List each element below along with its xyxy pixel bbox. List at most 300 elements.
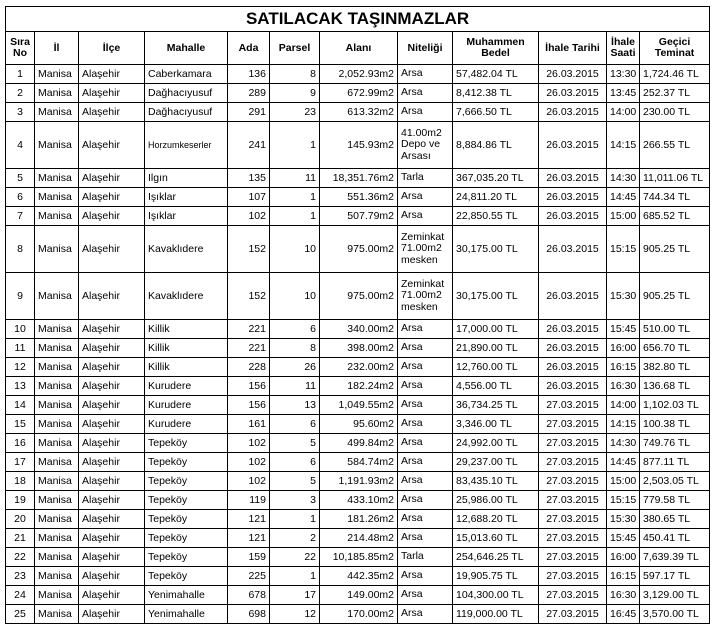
cell-mahalle: Tepeköy	[145, 510, 228, 529]
cell-ada: 291	[228, 103, 270, 122]
cell-ihale-saati: 13:30	[607, 65, 640, 84]
cell-ada: 225	[228, 567, 270, 586]
table-row	[6, 226, 710, 273]
cell-muhammen-bedel: 22,850.55 TL	[453, 207, 539, 226]
cell-gecici-teminat: 2,503.05 TL	[640, 472, 710, 491]
cell-muhammen-bedel: 104,300.00 TL	[453, 586, 539, 605]
cell-muhammen-bedel: 367,035.20 TL	[453, 169, 539, 188]
cell-parsel: 2	[270, 529, 320, 548]
cell-muhammen-bedel: 19,905.75 TL	[453, 567, 539, 586]
cell-ada: 161	[228, 415, 270, 434]
table-row	[6, 548, 710, 567]
cell-niteligi: Tarla	[398, 548, 453, 567]
cell-gecici-teminat: 3,570.00 TL	[640, 605, 710, 624]
cell-ihale-tarihi: 27.03.2015	[539, 472, 607, 491]
cell-mahalle: Işıklar	[145, 188, 228, 207]
table-row	[6, 396, 710, 415]
cell-gecici-teminat: 685.52 TL	[640, 207, 710, 226]
cell-sira-no: 19	[6, 491, 35, 510]
table-row	[6, 529, 710, 548]
cell-mahalle: Tepeköy	[145, 529, 228, 548]
cell-niteligi: Arsa	[398, 586, 453, 605]
cell-sira-no: 25	[6, 605, 35, 624]
cell-mahalle: Kavaklıdere	[145, 226, 228, 273]
cell-sira-no: 20	[6, 510, 35, 529]
header-gecici-teminat: Geçici Teminat	[640, 32, 710, 65]
cell-ada: 241	[228, 122, 270, 169]
cell-gecici-teminat: 597.17 TL	[640, 567, 710, 586]
cell-parsel: 1	[270, 207, 320, 226]
cell-mahalle: Tepeköy	[145, 472, 228, 491]
cell-muhammen-bedel: 17,000.00 TL	[453, 320, 539, 339]
cell-gecici-teminat: 877.11 TL	[640, 453, 710, 472]
cell-muhammen-bedel: 12,760.00 TL	[453, 358, 539, 377]
cell-ada: 698	[228, 605, 270, 624]
cell-mahalle: Yenimahalle	[145, 586, 228, 605]
cell-niteligi: Arsa	[398, 491, 453, 510]
cell-il: Manisa	[35, 188, 79, 207]
cell-muhammen-bedel: 30,175.00 TL	[453, 226, 539, 273]
cell-ihale-saati: 14:15	[607, 415, 640, 434]
cell-ihale-tarihi: 27.03.2015	[539, 529, 607, 548]
cell-alani: 551.36m2	[320, 188, 398, 207]
cell-parsel: 12	[270, 605, 320, 624]
header-ihale-saati: İhale Saati	[607, 32, 640, 65]
cell-parsel: 1	[270, 188, 320, 207]
cell-ada: 156	[228, 396, 270, 415]
header-ihale-tarihi: İhale Tarihi	[539, 32, 607, 65]
cell-gecici-teminat: 252.37 TL	[640, 84, 710, 103]
cell-ilce: Alaşehir	[79, 273, 145, 320]
cell-sira-no: 1	[6, 65, 35, 84]
cell-sira-no: 6	[6, 188, 35, 207]
cell-il: Manisa	[35, 103, 79, 122]
cell-ihale-saati: 15:15	[607, 226, 640, 273]
cell-niteligi: Arsa	[398, 453, 453, 472]
cell-mahalle: Caberkamara	[145, 65, 228, 84]
cell-sira-no: 14	[6, 396, 35, 415]
cell-ihale-saati: 14:00	[607, 103, 640, 122]
cell-ilce: Alaşehir	[79, 122, 145, 169]
cell-gecici-teminat: 450.41 TL	[640, 529, 710, 548]
header-muhammen-bedel: Muhammen Bedel	[453, 32, 539, 65]
cell-ihale-tarihi: 26.03.2015	[539, 207, 607, 226]
cell-niteligi: Arsa	[398, 377, 453, 396]
cell-sira-no: 23	[6, 567, 35, 586]
cell-alani: 181.26m2	[320, 510, 398, 529]
cell-parsel: 1	[270, 567, 320, 586]
cell-mahalle: Dağhacıyusuf	[145, 84, 228, 103]
cell-muhammen-bedel: 25,986.00 TL	[453, 491, 539, 510]
table-row	[6, 122, 710, 169]
cell-parsel: 8	[270, 65, 320, 84]
cell-ilce: Alaşehir	[79, 188, 145, 207]
table-row	[6, 491, 710, 510]
cell-il: Manisa	[35, 586, 79, 605]
cell-sira-no: 16	[6, 434, 35, 453]
cell-sira-no: 17	[6, 453, 35, 472]
cell-gecici-teminat: 510.00 TL	[640, 320, 710, 339]
cell-ihale-saati: 13:45	[607, 84, 640, 103]
cell-sira-no: 15	[6, 415, 35, 434]
cell-alani: 182.24m2	[320, 377, 398, 396]
cell-ihale-tarihi: 26.03.2015	[539, 273, 607, 320]
cell-gecici-teminat: 656.70 TL	[640, 339, 710, 358]
cell-muhammen-bedel: 24,811.20 TL	[453, 188, 539, 207]
cell-niteligi: Arsa	[398, 65, 453, 84]
cell-il: Manisa	[35, 358, 79, 377]
table-row	[6, 605, 710, 624]
cell-mahalle: Horzumkeserler	[145, 122, 228, 169]
cell-sira-no: 24	[6, 586, 35, 605]
header-mahalle: Mahalle	[145, 32, 228, 65]
cell-ada: 107	[228, 188, 270, 207]
cell-sira-no: 5	[6, 169, 35, 188]
table-row	[6, 472, 710, 491]
cell-parsel: 11	[270, 169, 320, 188]
cell-niteligi: Arsa	[398, 207, 453, 226]
cell-muhammen-bedel: 119,000.00 TL	[453, 605, 539, 624]
cell-gecici-teminat: 744.34 TL	[640, 188, 710, 207]
cell-ilce: Alaşehir	[79, 453, 145, 472]
cell-parsel: 1	[270, 122, 320, 169]
cell-gecici-teminat: 382.80 TL	[640, 358, 710, 377]
cell-alani: 1,049.55m2	[320, 396, 398, 415]
table-row	[6, 358, 710, 377]
cell-ihale-saati: 16:45	[607, 605, 640, 624]
cell-ilce: Alaşehir	[79, 84, 145, 103]
cell-alani: 613.32m2	[320, 103, 398, 122]
cell-parsel: 13	[270, 396, 320, 415]
cell-ihale-tarihi: 27.03.2015	[539, 586, 607, 605]
cell-niteligi: Arsa	[398, 339, 453, 358]
cell-sira-no: 11	[6, 339, 35, 358]
table-row	[6, 586, 710, 605]
cell-niteligi: Arsa	[398, 84, 453, 103]
cell-mahalle: Tepeköy	[145, 567, 228, 586]
cell-mahalle: Işıklar	[145, 207, 228, 226]
cell-alani: 149.00m2	[320, 586, 398, 605]
cell-il: Manisa	[35, 434, 79, 453]
cell-mahalle: Kavaklıdere	[145, 273, 228, 320]
cell-ihale-saati: 14:45	[607, 188, 640, 207]
cell-ada: 289	[228, 84, 270, 103]
cell-gecici-teminat: 1,102.03 TL	[640, 396, 710, 415]
cell-niteligi: Tarla	[398, 169, 453, 188]
cell-il: Manisa	[35, 548, 79, 567]
cell-gecici-teminat: 7,639.39 TL	[640, 548, 710, 567]
cell-gecici-teminat: 11,011.06 TL	[640, 169, 710, 188]
cell-muhammen-bedel: 254,646.25 TL	[453, 548, 539, 567]
cell-gecici-teminat: 380.65 TL	[640, 510, 710, 529]
cell-sira-no: 8	[6, 226, 35, 273]
cell-ilce: Alaşehir	[79, 605, 145, 624]
cell-muhammen-bedel: 3,346.00 TL	[453, 415, 539, 434]
cell-gecici-teminat: 905.25 TL	[640, 273, 710, 320]
cell-il: Manisa	[35, 567, 79, 586]
cell-ilce: Alaşehir	[79, 396, 145, 415]
table-row	[6, 320, 710, 339]
cell-parsel: 26	[270, 358, 320, 377]
table-row	[6, 567, 710, 586]
cell-muhammen-bedel: 4,556.00 TL	[453, 377, 539, 396]
cell-ihale-saati: 16:15	[607, 567, 640, 586]
cell-gecici-teminat: 136.68 TL	[640, 377, 710, 396]
cell-ilce: Alaşehir	[79, 415, 145, 434]
cell-ilce: Alaşehir	[79, 510, 145, 529]
table-body	[6, 65, 710, 624]
cell-niteligi: Arsa	[398, 510, 453, 529]
cell-ada: 678	[228, 586, 270, 605]
cell-il: Manisa	[35, 472, 79, 491]
cell-alani: 672.99m2	[320, 84, 398, 103]
cell-alani: 499.84m2	[320, 434, 398, 453]
cell-niteligi: Zeminkat 71.00m2 mesken	[398, 273, 453, 320]
cell-mahalle: Killik	[145, 320, 228, 339]
cell-mahalle: Killik	[145, 339, 228, 358]
cell-niteligi: Zeminkat 71.00m2 mesken	[398, 226, 453, 273]
cell-mahalle: Kurudere	[145, 396, 228, 415]
cell-ilce: Alaşehir	[79, 472, 145, 491]
cell-ilce: Alaşehir	[79, 358, 145, 377]
cell-mahalle: Yenimahalle	[145, 605, 228, 624]
table-row	[6, 103, 710, 122]
cell-il: Manisa	[35, 339, 79, 358]
cell-niteligi: Arsa	[398, 529, 453, 548]
cell-ilce: Alaşehir	[79, 586, 145, 605]
cell-ihale-tarihi: 27.03.2015	[539, 605, 607, 624]
cell-alani: 433.10m2	[320, 491, 398, 510]
cell-gecici-teminat: 749.76 TL	[640, 434, 710, 453]
cell-niteligi: Arsa	[398, 567, 453, 586]
cell-ilce: Alaşehir	[79, 169, 145, 188]
cell-parsel: 6	[270, 453, 320, 472]
cell-muhammen-bedel: 12,688.20 TL	[453, 510, 539, 529]
cell-alani: 584.74m2	[320, 453, 398, 472]
table-row	[6, 207, 710, 226]
cell-alani: 1,191.93m2	[320, 472, 398, 491]
cell-gecici-teminat: 230.00 TL	[640, 103, 710, 122]
cell-ihale-tarihi: 26.03.2015	[539, 84, 607, 103]
cell-niteligi: Arsa	[398, 103, 453, 122]
cell-parsel: 9	[270, 84, 320, 103]
cell-ada: 121	[228, 510, 270, 529]
cell-parsel: 5	[270, 434, 320, 453]
cell-ilce: Alaşehir	[79, 377, 145, 396]
cell-ada: 102	[228, 207, 270, 226]
cell-alani: 170.00m2	[320, 605, 398, 624]
cell-ada: 135	[228, 169, 270, 188]
cell-muhammen-bedel: 8,412.38 TL	[453, 84, 539, 103]
cell-niteligi: Arsa	[398, 358, 453, 377]
cell-mahalle: Ilgın	[145, 169, 228, 188]
cell-il: Manisa	[35, 207, 79, 226]
cell-mahalle: Tepeköy	[145, 434, 228, 453]
cell-gecici-teminat: 100.38 TL	[640, 415, 710, 434]
cell-niteligi: Arsa	[398, 415, 453, 434]
cell-ihale-tarihi: 26.03.2015	[539, 339, 607, 358]
cell-ihale-tarihi: 26.03.2015	[539, 103, 607, 122]
cell-ada: 152	[228, 273, 270, 320]
table-row	[6, 434, 710, 453]
cell-il: Manisa	[35, 510, 79, 529]
cell-ihale-saati: 16:15	[607, 358, 640, 377]
header-ada: Ada	[228, 32, 270, 65]
table-row	[6, 377, 710, 396]
cell-ihale-tarihi: 26.03.2015	[539, 65, 607, 84]
cell-niteligi: Arsa	[398, 188, 453, 207]
cell-ada: 102	[228, 434, 270, 453]
cell-gecici-teminat: 1,724.46 TL	[640, 65, 710, 84]
cell-sira-no: 21	[6, 529, 35, 548]
header-row	[6, 32, 710, 65]
cell-ihale-saati: 15:45	[607, 320, 640, 339]
cell-alani: 2,052.93m2	[320, 65, 398, 84]
cell-muhammen-bedel: 21,890.00 TL	[453, 339, 539, 358]
cell-muhammen-bedel: 24,992.00 TL	[453, 434, 539, 453]
cell-ihale-saati: 15:30	[607, 510, 640, 529]
cell-ilce: Alaşehir	[79, 226, 145, 273]
cell-il: Manisa	[35, 529, 79, 548]
cell-il: Manisa	[35, 169, 79, 188]
cell-niteligi: Arsa	[398, 396, 453, 415]
cell-ihale-saati: 14:15	[607, 122, 640, 169]
cell-ihale-tarihi: 27.03.2015	[539, 567, 607, 586]
cell-ada: 121	[228, 529, 270, 548]
cell-ihale-saati: 16:30	[607, 377, 640, 396]
cell-ilce: Alaşehir	[79, 548, 145, 567]
cell-niteligi: Arsa	[398, 605, 453, 624]
cell-ihale-tarihi: 27.03.2015	[539, 415, 607, 434]
cell-il: Manisa	[35, 273, 79, 320]
cell-muhammen-bedel: 29,237.00 TL	[453, 453, 539, 472]
cell-sira-no: 9	[6, 273, 35, 320]
cell-sira-no: 4	[6, 122, 35, 169]
cell-ilce: Alaşehir	[79, 339, 145, 358]
cell-alani: 95.60m2	[320, 415, 398, 434]
cell-ada: 159	[228, 548, 270, 567]
cell-muhammen-bedel: 15,013.60 TL	[453, 529, 539, 548]
header-il: İl	[35, 32, 79, 65]
cell-gecici-teminat: 779.58 TL	[640, 491, 710, 510]
cell-muhammen-bedel: 7,666.50 TL	[453, 103, 539, 122]
cell-parsel: 3	[270, 491, 320, 510]
cell-gecici-teminat: 266.55 TL	[640, 122, 710, 169]
cell-sira-no: 22	[6, 548, 35, 567]
cell-ihale-saati: 15:45	[607, 529, 640, 548]
cell-ihale-tarihi: 27.03.2015	[539, 434, 607, 453]
cell-niteligi: Arsa	[398, 320, 453, 339]
cell-sira-no: 7	[6, 207, 35, 226]
table-row	[6, 169, 710, 188]
cell-ihale-saati: 14:45	[607, 453, 640, 472]
property-sale-sheet	[5, 6, 709, 624]
cell-il: Manisa	[35, 453, 79, 472]
cell-ilce: Alaşehir	[79, 103, 145, 122]
cell-parsel: 6	[270, 415, 320, 434]
table-row	[6, 273, 710, 320]
cell-ihale-tarihi: 27.03.2015	[539, 453, 607, 472]
cell-ada: 102	[228, 472, 270, 491]
cell-il: Manisa	[35, 320, 79, 339]
cell-parsel: 8	[270, 339, 320, 358]
cell-ihale-tarihi: 26.03.2015	[539, 169, 607, 188]
cell-il: Manisa	[35, 84, 79, 103]
cell-ilce: Alaşehir	[79, 320, 145, 339]
cell-mahalle: Tepeköy	[145, 548, 228, 567]
cell-niteligi: Arsa	[398, 434, 453, 453]
table-row	[6, 65, 710, 84]
cell-ihale-tarihi: 26.03.2015	[539, 188, 607, 207]
cell-ilce: Alaşehir	[79, 491, 145, 510]
cell-alani: 442.35m2	[320, 567, 398, 586]
cell-ihale-tarihi: 27.03.2015	[539, 548, 607, 567]
cell-muhammen-bedel: 83,435.10 TL	[453, 472, 539, 491]
table-row	[6, 415, 710, 434]
table-row	[6, 510, 710, 529]
cell-ada: 152	[228, 226, 270, 273]
cell-ihale-tarihi: 27.03.2015	[539, 396, 607, 415]
cell-parsel: 6	[270, 320, 320, 339]
cell-ihale-tarihi: 26.03.2015	[539, 226, 607, 273]
cell-sira-no: 10	[6, 320, 35, 339]
cell-mahalle: Dağhacıyusuf	[145, 103, 228, 122]
cell-niteligi: Arsa	[398, 472, 453, 491]
cell-alani: 975.00m2	[320, 273, 398, 320]
cell-ihale-saati: 15:00	[607, 472, 640, 491]
table-row	[6, 188, 710, 207]
cell-parsel: 23	[270, 103, 320, 122]
cell-sira-no: 18	[6, 472, 35, 491]
cell-mahalle: Kurudere	[145, 415, 228, 434]
cell-ihale-saati: 14:00	[607, 396, 640, 415]
cell-alani: 340.00m2	[320, 320, 398, 339]
cell-il: Manisa	[35, 226, 79, 273]
cell-ilce: Alaşehir	[79, 434, 145, 453]
cell-alani: 214.48m2	[320, 529, 398, 548]
cell-sira-no: 3	[6, 103, 35, 122]
cell-mahalle: Tepeköy	[145, 453, 228, 472]
cell-muhammen-bedel: 30,175.00 TL	[453, 273, 539, 320]
cell-ihale-saati: 15:00	[607, 207, 640, 226]
cell-muhammen-bedel: 57,482.04 TL	[453, 65, 539, 84]
cell-ihale-saati: 14:30	[607, 169, 640, 188]
table-row	[6, 84, 710, 103]
cell-alani: 398.00m2	[320, 339, 398, 358]
cell-parsel: 10	[270, 273, 320, 320]
cell-parsel: 5	[270, 472, 320, 491]
cell-ihale-tarihi: 27.03.2015	[539, 510, 607, 529]
cell-parsel: 17	[270, 586, 320, 605]
cell-ada: 119	[228, 491, 270, 510]
cell-sira-no: 13	[6, 377, 35, 396]
cell-alani: 145.93m2	[320, 122, 398, 169]
cell-sira-no: 12	[6, 358, 35, 377]
cell-ilce: Alaşehir	[79, 65, 145, 84]
cell-alani: 507.79m2	[320, 207, 398, 226]
cell-gecici-teminat: 905.25 TL	[640, 226, 710, 273]
cell-ihale-tarihi: 26.03.2015	[539, 320, 607, 339]
cell-ilce: Alaşehir	[79, 529, 145, 548]
header-parsel: Parsel	[270, 32, 320, 65]
cell-ihale-saati: 16:00	[607, 548, 640, 567]
cell-muhammen-bedel: 8,884.86 TL	[453, 122, 539, 169]
cell-ilce: Alaşehir	[79, 207, 145, 226]
cell-ihale-tarihi: 27.03.2015	[539, 491, 607, 510]
cell-il: Manisa	[35, 415, 79, 434]
cell-ada: 221	[228, 320, 270, 339]
cell-alani: 10,185.85m2	[320, 548, 398, 567]
